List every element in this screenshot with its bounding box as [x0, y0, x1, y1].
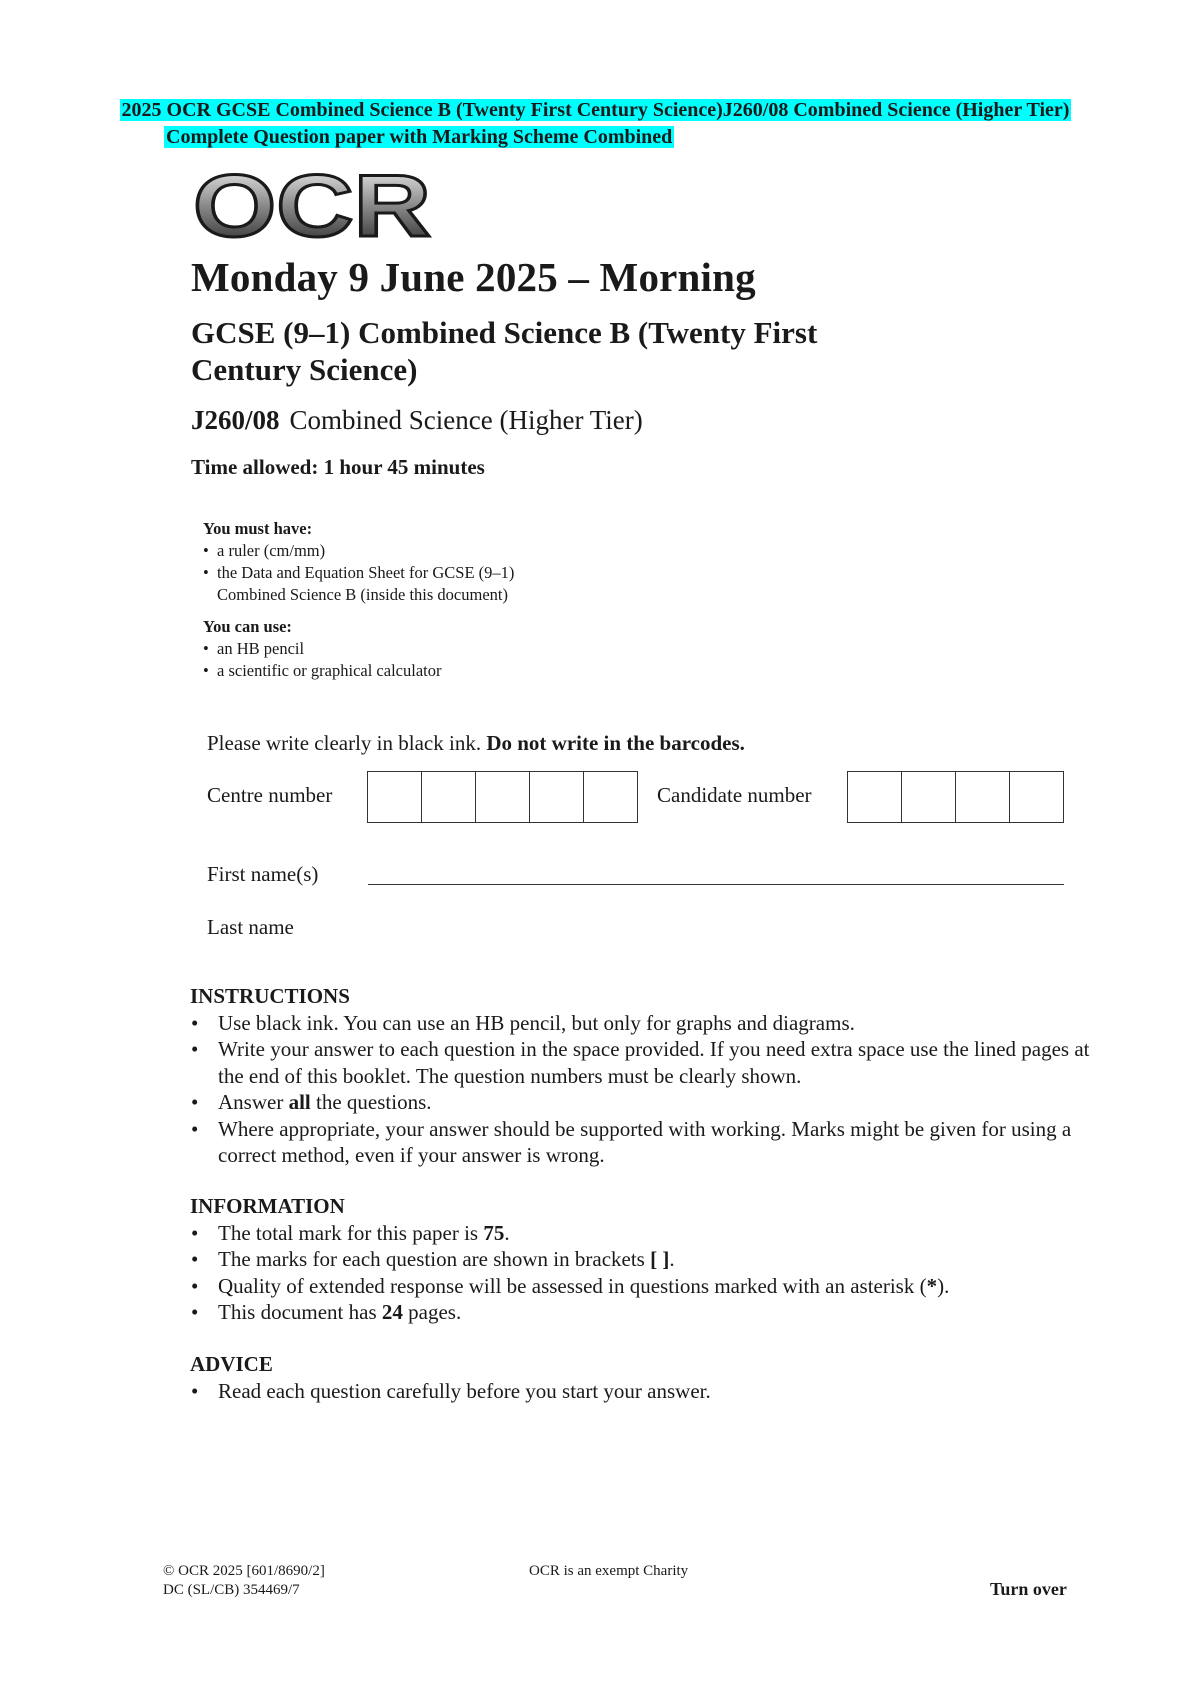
instructions-section: [190, 983, 1090, 1169]
paper-code: J260/08: [191, 405, 280, 435]
turn-over-label: Turn over: [990, 1579, 1067, 1599]
digit-box[interactable]: [1010, 772, 1063, 822]
can-use-section: [191, 616, 441, 682]
list-item: • The marks for each question are shown in brackets [ ].: [190, 1246, 1090, 1273]
exam-date-title: Monday 9 June 2025 – Morning: [191, 254, 756, 300]
digit-box[interactable]: [368, 772, 422, 822]
digit-box[interactable]: [422, 772, 476, 822]
centre-number-boxes[interactable]: [367, 771, 638, 823]
candidate-number-boxes[interactable]: [847, 771, 1064, 823]
qualification-title: GCSE (9–1) Combined Science B (Twenty First Century Science): [191, 315, 818, 387]
list-item: • Read each question carefully before you start your answer.: [190, 1378, 1090, 1405]
candidate-number-label: Candidate number: [657, 783, 812, 807]
list-item: • This document has 24 pages.: [190, 1299, 1090, 1326]
digit-box[interactable]: [848, 772, 902, 822]
list-item: • a ruler (cm/mm): [191, 540, 514, 562]
last-name-label: Last name: [207, 915, 294, 939]
must-have-section: [191, 518, 514, 606]
list-item: • Quality of extended response will be assessed in questions marked with an asterisk (*).: [190, 1273, 1090, 1300]
list-item: • the Data and Equation Sheet for GCSE (9–1) Combined Science B (inside this document): [191, 562, 514, 606]
list-item: • Where appropriate, your answer should be supported with working. Marks might be given for using a correct method, even if your answer is wrong.: [190, 1116, 1090, 1169]
must-have-title: You must have:: [203, 519, 313, 538]
first-name-field[interactable]: [368, 884, 1064, 885]
information-title: INFORMATION: [190, 1194, 345, 1218]
centre-number-label: Centre number: [207, 783, 333, 807]
svg-text:OCR: OCR: [193, 168, 431, 244]
information-section: [190, 1193, 1090, 1326]
footer-copyright: © OCR 2025 [601/8690/2] DC (SL/CB) 354469/7: [163, 1563, 325, 1598]
first-name-label: First name(s): [207, 862, 319, 886]
list-item: • a scientific or graphical calculator: [191, 660, 441, 682]
advice-section: [190, 1351, 1090, 1404]
paper-name: Combined Science (Higher Tier): [289, 405, 643, 435]
list-item: • Answer all the questions.: [190, 1089, 1090, 1116]
header-banner-line-2: Complete Question paper with Marking Scheme Combined: [166, 126, 673, 148]
ocr-logo: [193, 168, 435, 244]
list-item: • Use black ink. You can use an HB pencil, but only for graphs and diagrams.: [190, 1010, 1090, 1037]
list-item: • Write your answer to each question in the space provided. If you need extra space use the lined pages at the end of this booklet. The question numbers must be clearly shown.: [190, 1036, 1090, 1089]
advice-title: ADVICE: [190, 1352, 273, 1376]
can-use-title: You can use:: [203, 617, 292, 636]
digit-box[interactable]: [584, 772, 637, 822]
time-allowed: Time allowed: 1 hour 45 minutes: [191, 455, 485, 479]
instructions-title: INSTRUCTIONS: [190, 984, 350, 1008]
header-banner-line-1: 2025 OCR GCSE Combined Science B (Twenty First Century Science)J260/08 Combined Science (Higher Tier): [121, 99, 1070, 121]
paper-code-line: [191, 405, 643, 436]
list-item: • an HB pencil: [191, 638, 441, 660]
footer-charity: OCR is an exempt Charity: [529, 1563, 689, 1579]
digit-box[interactable]: [956, 772, 1010, 822]
digit-box[interactable]: [902, 772, 956, 822]
list-item: • The total mark for this paper is 75.: [190, 1220, 1090, 1247]
digit-box[interactable]: [476, 772, 530, 822]
digit-box[interactable]: [530, 772, 584, 822]
write-clearly-note: Please write clearly in black ink. Do not write in the barcodes.: [207, 731, 745, 755]
